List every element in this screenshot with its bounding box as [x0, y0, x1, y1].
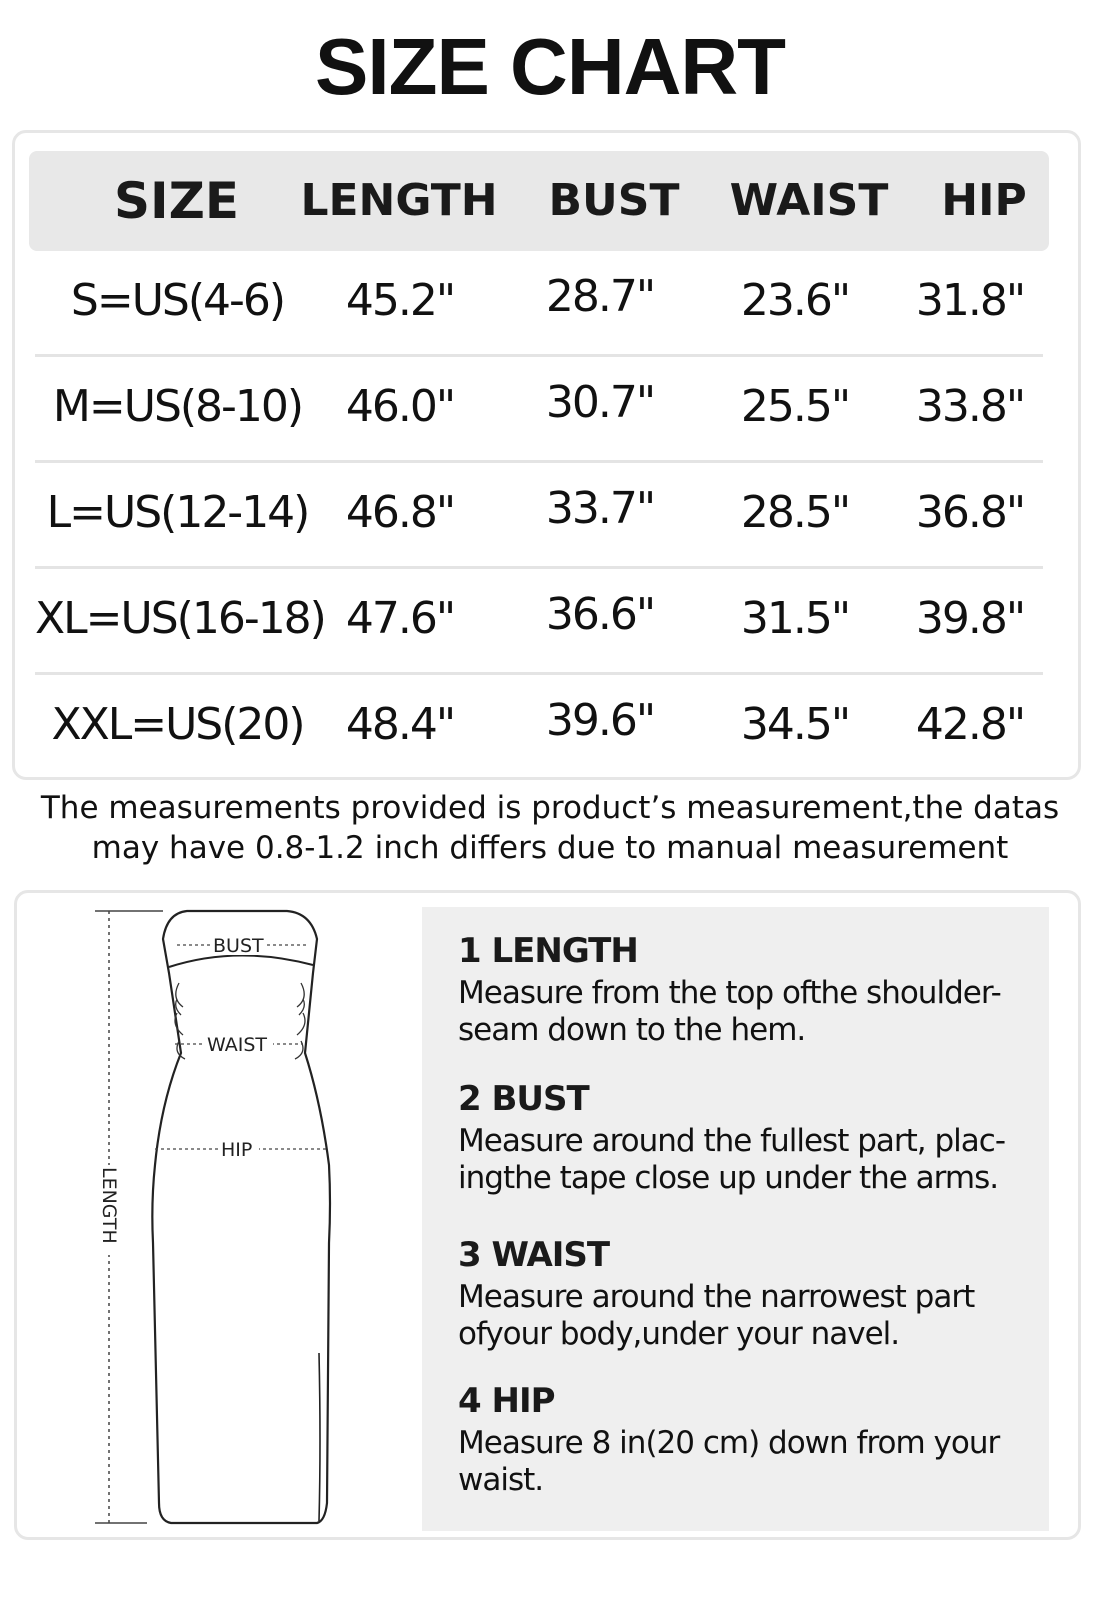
size-table — [12, 130, 1081, 780]
table-row — [35, 569, 1043, 675]
size-cell: M=US(8-10) — [52, 381, 303, 432]
instructions-panel — [422, 907, 1049, 1531]
instruction-line: seam down to the hem. — [458, 1012, 806, 1048]
table-row — [35, 675, 1043, 781]
length-cell: 48.4" — [345, 699, 455, 750]
table-header — [29, 151, 1049, 251]
instruction-title: 2 BUST — [458, 1079, 589, 1119]
instruction-text — [458, 1425, 1038, 1499]
instruction-text — [458, 1279, 1038, 1353]
waist-cell: 31.5" — [740, 593, 850, 644]
instruction-line: Measure 8 in(20 cm) down from your — [458, 1425, 1000, 1461]
length-cell: 46.8" — [345, 487, 455, 538]
waist-cell: 34.5" — [740, 699, 850, 750]
table-row — [35, 251, 1043, 357]
instruction-line: Measure around the fullest part, plac- — [458, 1123, 1006, 1159]
length-label: LENGTH — [98, 1167, 120, 1244]
bust-cell: 36.6" — [545, 589, 655, 640]
header-length: LENGTH — [300, 175, 498, 226]
length-cell: 45.2" — [345, 275, 455, 326]
instruction-line: ingthe tape close up under the arms. — [458, 1160, 999, 1196]
bust-label: BUST — [213, 935, 264, 957]
waist-cell: 23.6" — [740, 275, 850, 326]
instruction-title: 3 WAIST — [458, 1235, 610, 1275]
instruction-line: Measure around the narrowest part — [458, 1279, 975, 1315]
note-line-2: may have 0.8-1.2 inch differs due to manual measurement — [91, 830, 1009, 866]
hip-cell: 39.8" — [915, 593, 1025, 644]
size-cell: S=US(4-6) — [70, 275, 285, 326]
instruction-line: Measure from the top ofthe shoulder- — [458, 975, 1001, 1011]
length-cell: 46.0" — [345, 381, 455, 432]
table-row — [35, 463, 1043, 569]
header-size: SIZE — [113, 172, 240, 230]
waist-cell: 25.5" — [740, 381, 850, 432]
instruction-line: waist. — [458, 1462, 544, 1498]
instruction-line: ofyour body,under your navel. — [458, 1316, 900, 1352]
length-cell: 47.6" — [345, 593, 455, 644]
hip-cell: 33.8" — [915, 381, 1025, 432]
bust-cell: 39.6" — [545, 695, 655, 746]
table-row — [35, 357, 1043, 463]
dress-diagram — [87, 903, 347, 1533]
size-cell: XL=US(16-18) — [35, 593, 325, 644]
waist-label: WAIST — [207, 1034, 268, 1056]
page-title: SIZE CHART — [315, 22, 785, 111]
note-line-1: The measurements provided is product’s measurement,the datas — [40, 790, 1060, 826]
hip-label: HIP — [221, 1139, 253, 1161]
size-cell: XXL=US(20) — [51, 699, 304, 750]
measurement-note — [0, 788, 1100, 868]
instruction-length — [458, 931, 1038, 1049]
instruction-waist — [458, 1235, 1038, 1353]
size-cell: L=US(12-14) — [46, 487, 309, 538]
instruction-hip — [458, 1381, 1038, 1499]
header-bust: BUST — [548, 175, 680, 226]
hip-cell: 42.8" — [915, 699, 1025, 750]
header-hip: HIP — [941, 175, 1027, 226]
header-waist: WAIST — [729, 175, 889, 226]
hip-cell: 31.8" — [915, 275, 1025, 326]
bust-cell: 28.7" — [545, 271, 655, 322]
bust-cell: 33.7" — [545, 483, 655, 534]
hip-cell: 36.8" — [915, 487, 1025, 538]
instruction-text — [458, 975, 1038, 1049]
measurement-guide — [14, 890, 1081, 1540]
instruction-bust — [458, 1079, 1038, 1197]
instruction-title: 4 HIP — [458, 1381, 555, 1421]
waist-cell: 28.5" — [740, 487, 850, 538]
instruction-title: 1 LENGTH — [458, 931, 638, 971]
instruction-text — [458, 1123, 1038, 1197]
bust-cell: 30.7" — [545, 377, 655, 428]
